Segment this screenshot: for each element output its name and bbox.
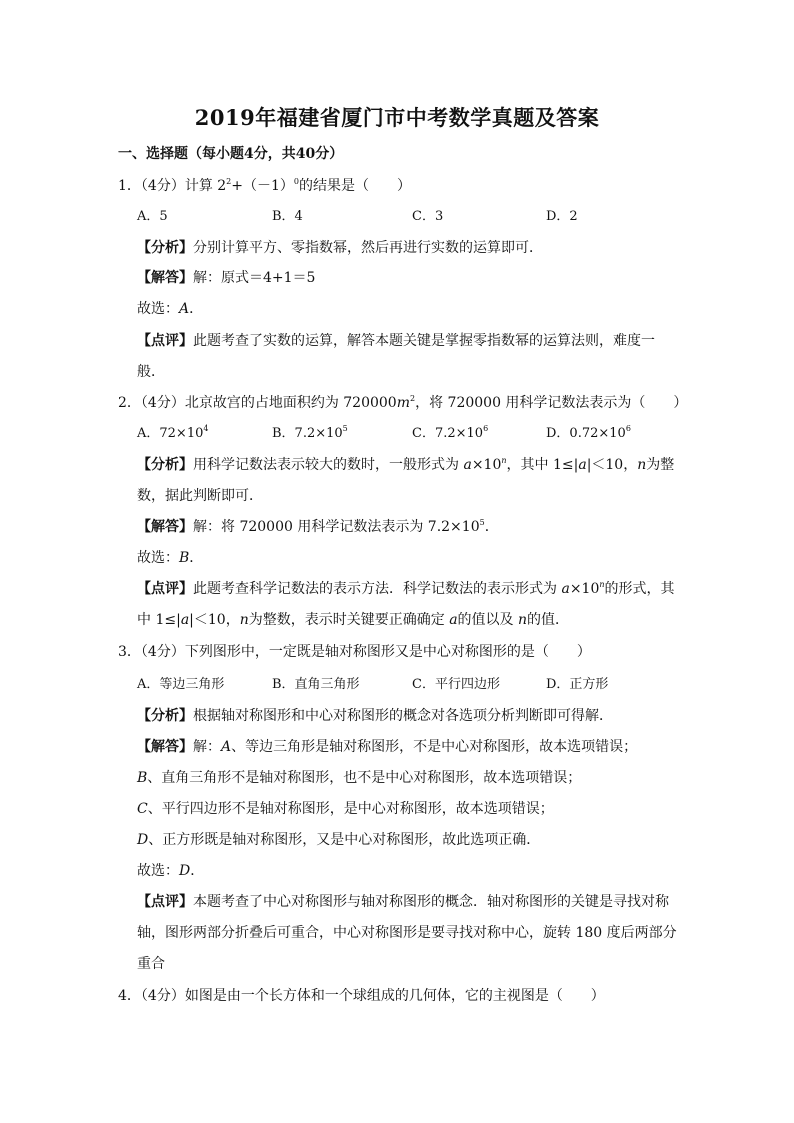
- solution-text: 解：将 720000 用科学记数法表示为 7.2×10: [193, 519, 480, 535]
- question-2-stem: [118, 393, 687, 413]
- solution-text: 、直角三角形不是轴对称图形，也不是中心对称图形，故本选项错误；: [147, 770, 582, 786]
- q1-choice: [137, 299, 203, 319]
- q2-comment-cont: [137, 610, 569, 630]
- q1-analysis: [137, 238, 543, 258]
- exponent: 5: [342, 424, 348, 433]
- analysis-text: 根据轴对称图形和中心对称图形的概念对各选项分析判断即可得解．: [193, 708, 613, 724]
- comment-text: 中 1≤|: [137, 612, 181, 628]
- q3-comment-cont: 轴，图形两部分折叠后可重合，中心对称图形是要寻找对称中心，旋转 180 度后两部分: [137, 925, 677, 941]
- comment-tag: 【点评】: [137, 581, 193, 597]
- option-letter: A: [221, 739, 232, 755]
- q3-option-c: C．平行四边形: [412, 677, 500, 692]
- solution-text: 、正方形既是轴对称图形，又是中心对称图形，故此选项正确．: [148, 832, 541, 848]
- q3-option-a: A．等边三角形: [137, 677, 225, 692]
- q3-solution-d: [137, 830, 540, 850]
- option-letter: D: [137, 832, 149, 848]
- comment-text: 本题考查了中心对称图形与轴对称图形的概念．轴对称图形的关键是寻找对称: [193, 894, 669, 910]
- comment-text: |＜10，: [189, 612, 240, 628]
- solution-tag: 【解答】: [137, 270, 193, 286]
- question-2-stem-text: ，将 720000 用科学记数法表示为（ ）: [415, 395, 688, 411]
- variable: a: [561, 581, 570, 597]
- comment-text: 此题考查科学记数法的表示方法．科学记数法的表示形式为: [193, 581, 562, 597]
- comment-text: 的值以及: [457, 612, 518, 628]
- q3-analysis: [137, 706, 613, 726]
- q3-comment-cont: 重合: [137, 956, 165, 972]
- exponent: n: [599, 580, 605, 589]
- q1-comment-cont: 般．: [137, 364, 165, 380]
- section-heading: 一、选择题（每小题4分，共40分）: [118, 146, 344, 162]
- choice-label: 故选：: [137, 301, 179, 317]
- question-1-stem-text: +（－1）: [231, 178, 294, 194]
- variable: n: [239, 612, 249, 628]
- exponent: 6: [625, 424, 631, 433]
- variable: a: [180, 612, 190, 628]
- exponent: 6: [483, 424, 489, 433]
- solution-text: 、平行四边形不是轴对称图形，是中心对称图形，故本选项错误；: [147, 801, 554, 817]
- q1-option-d: D．2: [546, 209, 578, 224]
- choice-end: ．: [189, 301, 204, 317]
- q3-comment: [137, 892, 669, 912]
- variable: a: [463, 457, 472, 473]
- solution-text: 解：原式＝4+1＝5: [193, 270, 316, 286]
- comment-tag: 【点评】: [137, 333, 193, 349]
- analysis-text: 分别计算平方、零指数幂，然后再进行实数的运算即可．: [193, 240, 543, 256]
- solution-tag: 【解答】: [137, 519, 193, 535]
- exponent: 2: [410, 394, 416, 403]
- q2-option-b: [272, 424, 348, 444]
- analysis-tag: 【分析】: [137, 708, 193, 724]
- choice-label: 故选：: [137, 550, 179, 566]
- comment-text: ×10: [569, 581, 600, 597]
- q1-option-a: A．5: [137, 209, 168, 224]
- analysis-text: |＜10，: [586, 457, 638, 473]
- q3-option-d: D．正方形: [546, 677, 609, 692]
- exponent: 2: [226, 177, 232, 186]
- question-3-stem: 3．（4分）下列图形中，一定既是轴对称图形又是中心对称图形的是（ ）: [118, 644, 591, 660]
- option-letter: C: [137, 801, 148, 817]
- q3-solution: [137, 737, 637, 757]
- exponent: n: [501, 456, 507, 465]
- comment-text: 此题考查了实数的运算，解答本题关键是掌握零指数幂的运算法则，难度一: [193, 333, 655, 349]
- variable: a: [449, 612, 458, 628]
- choice-end: ．: [189, 550, 204, 566]
- question-1-stem: [118, 176, 411, 196]
- analysis-text: 用科学记数法表示较大的数时，一般形式为: [193, 457, 464, 473]
- comment-text: 的形式，其: [604, 581, 675, 597]
- q2-option-c: [412, 424, 488, 444]
- q2-option-d: [546, 424, 631, 444]
- q3-solution-b: [137, 768, 581, 788]
- choice-letter: B: [179, 550, 190, 566]
- analysis-text: 为整: [646, 457, 675, 473]
- q3-option-b: B．直角三角形: [272, 677, 360, 692]
- comment-text: 的值．: [527, 612, 570, 628]
- q3-solution-c: [137, 799, 554, 819]
- q1-solution: [137, 268, 315, 288]
- option-text: D．0.72×10: [546, 426, 626, 441]
- exponent: 0: [293, 177, 299, 186]
- question-4-stem: 4．（4分）如图是由一个长方体和一个球组成的几何体，它的主视图是（ ）: [118, 988, 605, 1004]
- q2-analysis-cont: 数，据此判断即可．: [137, 488, 263, 504]
- q1-comment: [137, 331, 655, 351]
- analysis-text: ×10: [471, 457, 502, 473]
- variable: n: [637, 457, 647, 473]
- comment-tag: 【点评】: [137, 894, 193, 910]
- option-text: C．7.2×10: [412, 426, 484, 441]
- question-1-stem-text: 的结果是（ ）: [299, 178, 411, 194]
- choice-label: 故选：: [137, 863, 179, 879]
- q2-comment: [137, 579, 675, 599]
- question-2-stem-text: 2．（4分）北京故宫的占地面积约为 720000: [118, 395, 397, 411]
- variable: a: [578, 457, 587, 473]
- option-text: A．72×10: [137, 426, 204, 441]
- q2-option-a: [137, 424, 208, 444]
- solution-end: ．: [484, 519, 499, 535]
- variable: n: [518, 612, 528, 628]
- solution-text: 解：: [193, 739, 221, 755]
- q1-option-c: C．3: [412, 209, 444, 224]
- option-letter: B: [137, 770, 148, 786]
- q2-solution: [137, 517, 499, 537]
- unit: m: [396, 395, 410, 411]
- exponent: 5: [479, 518, 485, 527]
- exponent: 4: [203, 424, 209, 433]
- q2-choice: [137, 548, 203, 568]
- choice-letter: A: [179, 301, 190, 317]
- analysis-text: ，其中 1≤|: [506, 457, 579, 473]
- choice-letter: D: [179, 863, 191, 879]
- choice-end: ．: [190, 863, 205, 879]
- solution-text: 、等边三角形是轴对称图形，不是中心对称图形，故本选项错误；: [231, 739, 638, 755]
- q2-analysis: [137, 455, 674, 475]
- analysis-tag: 【分析】: [137, 240, 193, 256]
- page-title: 2019年福建省厦门市中考数学真题及答案: [194, 105, 600, 130]
- q3-choice: [137, 861, 204, 881]
- solution-tag: 【解答】: [137, 739, 193, 755]
- question-1-stem-text: 1．（4分）计算 2: [118, 178, 227, 194]
- analysis-tag: 【分析】: [137, 457, 193, 473]
- comment-text: 为整数，表示时关键要正确确定: [248, 612, 450, 628]
- option-text: B．7.2×10: [272, 426, 343, 441]
- q1-option-b: B．4: [272, 209, 303, 224]
